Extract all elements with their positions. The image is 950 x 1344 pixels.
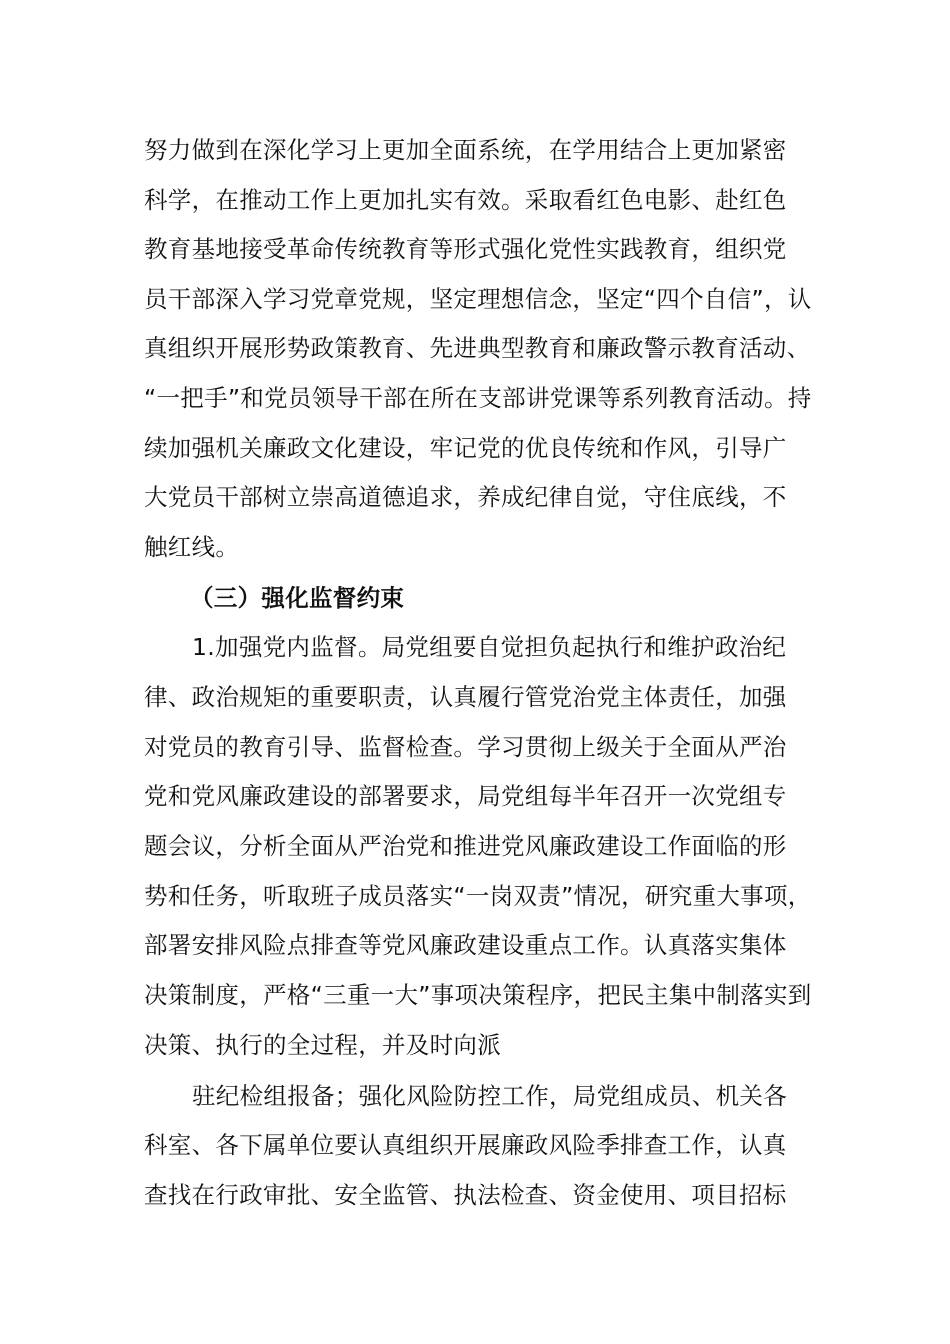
body-text-line: 续加强机关廉政文化建设，牢记党的优良传统和作风，引导广 (144, 434, 787, 462)
body-text-line: 员干部深入学习党章党规，坚定理想信念，坚定“四个自信”，认 (144, 285, 812, 313)
body-text-line: 驻纪检组报备；强化风险防控工作，局党组成员、机关各 (192, 1082, 787, 1110)
body-text-line: 决策制度，严格“三重一大”事项决策程序，把民主集中制落实到 (144, 981, 812, 1009)
body-text-line: 题会议，分析全面从严治党和推进党风廉政建设工作面临的形 (144, 832, 787, 860)
body-text-line: 部署安排风险点排查等党风廉政建设重点工作。认真落实集体 (144, 931, 787, 959)
body-text-line: 努力做到在深化学习上更加全面系统，在学用结合上更加紧密 (144, 136, 787, 164)
body-text-line: 触红线。 (144, 533, 240, 561)
body-text-line: 对党员的教育引导、监督检查。学习贯彻上级关于全面从严治 (144, 733, 787, 761)
body-text-line: 党和党风廉政建设的部署要求，局党组每半年召开一次党组专 (144, 782, 787, 810)
body-text-line: 教育基地接受革命传统教育等形式强化党性实践教育，组织党 (144, 235, 787, 263)
body-text-line: 查找在行政审批、安全监管、执法检查、资金使用、项目招标 (144, 1181, 787, 1209)
body-text-line: 1.加强党内监督。局党组要自觉担负起执行和维护政治纪 (192, 633, 787, 661)
body-text-line: 科室、各下属单位要认真组织开展廉政风险季排查工作，认真 (144, 1131, 787, 1159)
section-heading: （三）强化监督约束 (190, 584, 405, 612)
body-text-line: “一把手”和党员领导干部在所在支部讲党课等系列教育活动。持 (144, 384, 812, 412)
body-text-line: 律、政治规矩的重要职责，认真履行管党治党主体责任，加强 (144, 683, 787, 711)
body-text-line: 势和任务，听取班子成员落实“一岗双责”情况，研究重大事项， (144, 882, 812, 910)
body-text-line: 真组织开展形势政策教育、先进典型教育和廉政警示教育活动、 (144, 334, 811, 362)
body-text-line: 科学，在推动工作上更加扎实有效。采取看红色电影、赴红色 (144, 186, 787, 214)
body-text-line: 决策、执行的全过程，并及时向派 (144, 1031, 501, 1059)
body-text-line: 大党员干部树立崇高道德追求，养成纪律自觉，守住底线，不 (144, 483, 787, 511)
